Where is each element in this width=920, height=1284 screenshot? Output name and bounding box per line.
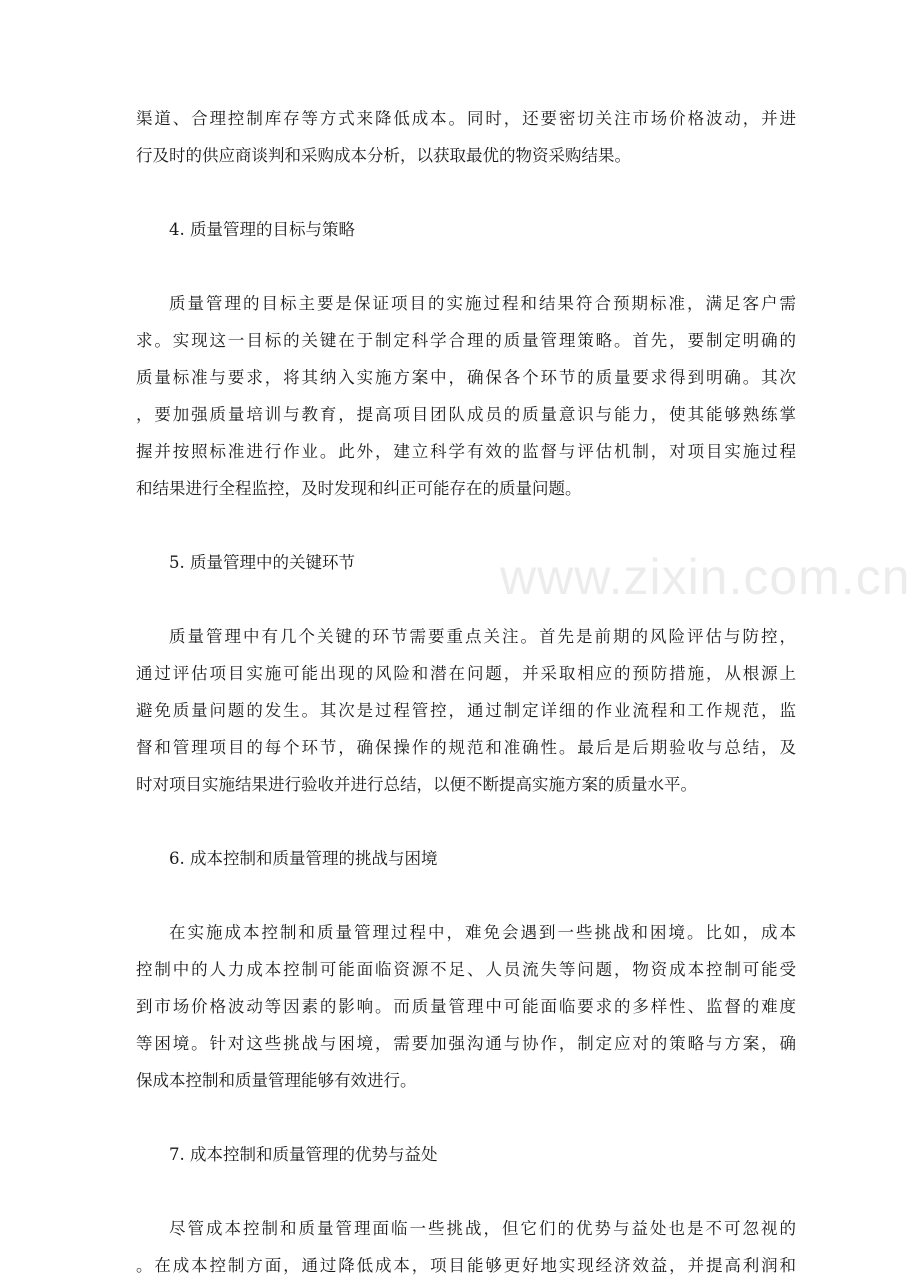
text-line: 保成本控制和质量管理能够有效进行。 (136, 1071, 417, 1090)
watermark: www.zixin.com.cn (500, 549, 911, 605)
text-line: 质量标准与要求，将其纳入实施方案中，确保各个环节的质量要求得到明确。其次 (136, 368, 796, 387)
text-line: 行及时的供应商谈判和采购成本分析，以获取最优的物资采购结果。 (136, 146, 631, 165)
text-line: 等困境。针对这些挑战与困境，需要加强沟通与协作，制定应对的策略与方案，确 (136, 1034, 796, 1053)
section-heading-4: 4. 质量管理的目标与策略 (169, 220, 355, 239)
text-line: 尽管成本控制和质量管理面临一些挑战，但它们的优势与益处也是不可忽视的 (169, 1219, 796, 1238)
text-line: 到市场价格波动等因素的影响。而质量管理中可能面临要求的多样性、监督的难度 (136, 997, 796, 1016)
text-line: 避免质量问题的发生。其次是过程管控，通过制定详细的作业流程和工作规范，监 (136, 701, 796, 720)
section-heading-7: 7. 成本控制和质量管理的优势与益处 (169, 1145, 438, 1164)
section-heading-6: 6. 成本控制和质量管理的挑战与困境 (169, 849, 438, 868)
text-line: 。在成本控制方面，通过降低成本，项目能够更好地实现经济效益，并提高利润和 (136, 1256, 796, 1275)
text-line: 渠道、合理控制库存等方式来降低成本。同时，还要密切关注市场价格波动，并进 (136, 109, 796, 128)
text-line: ，要加强质量培训与教育，提高项目团队成员的质量意识与能力，使其能够熟练掌 (136, 405, 796, 424)
text-line: 控制中的人力成本控制可能面临资源不足、人员流失等问题，物资成本控制可能受 (136, 960, 796, 979)
text-line: 握并按照标准进行作业。此外，建立科学有效的监督与评估机制，对项目实施过程 (136, 442, 796, 461)
text-line: 时对项目实施结果进行验收并进行总结，以便不断提高实施方案的质量水平。 (136, 775, 697, 794)
text-line: 质量管理中有几个关键的环节需要重点关注。首先是前期的风险评估与防控， (169, 627, 796, 646)
paragraph-advantages (136, 1210, 796, 1284)
text-line: 督和管理项目的每个环节，确保操作的规范和准确性。最后是后期验收与总结，及 (136, 738, 796, 757)
paragraph-quality-goals (136, 285, 796, 507)
text-line: 和结果进行全程监控，及时发现和纠正可能存在的质量问题。 (136, 479, 582, 498)
document-body (136, 100, 796, 1284)
paragraph-key-links (136, 618, 796, 803)
text-line: 质量管理的目标主要是保证项目的实施过程和结果符合预期标准，满足客户需 (169, 294, 796, 313)
section-heading-5: 5. 质量管理中的关键环节 (169, 553, 355, 572)
text-line: 在实施成本控制和质量管理过程中，难免会遇到一些挑战和困境。比如，成本 (169, 923, 796, 942)
text-line: 求。实现这一目标的关键在于制定科学合理的质量管理策略。首先，要制定明确的 (136, 331, 796, 350)
paragraph-continued (136, 100, 796, 174)
paragraph-challenges (136, 914, 796, 1099)
text-line: 通过评估项目实施可能出现的风险和潜在问题，并采取相应的预防措施，从根源上 (136, 664, 796, 683)
